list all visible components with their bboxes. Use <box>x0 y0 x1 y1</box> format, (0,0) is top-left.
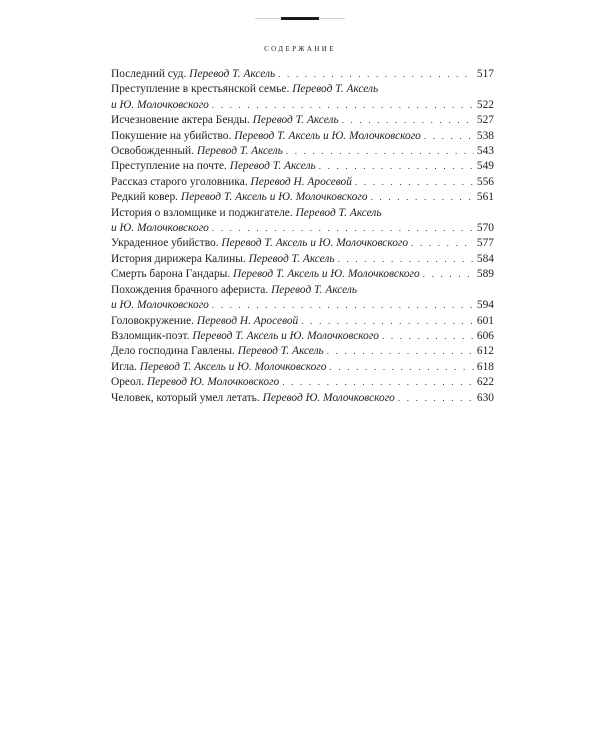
story-title: Ореол. <box>111 376 145 389</box>
story-title: Головокружение. <box>111 314 194 327</box>
translator-credit: Перевод Т. Аксель <box>237 345 324 358</box>
translator-credit: Перевод Т. Аксель и Ю. Молочковского <box>180 191 368 204</box>
story-title: Украденное убийство. <box>111 237 219 250</box>
story-title: Преступление в крестьянской семье. <box>111 83 290 96</box>
story-title: Рассказ старого уголовника. <box>111 175 248 188</box>
leader-dots <box>327 344 474 359</box>
toc-entry <box>111 159 494 174</box>
leader-dots <box>424 129 474 144</box>
page-number: 527 <box>476 114 494 127</box>
leader-dots <box>319 159 474 174</box>
toc-entry <box>111 82 494 113</box>
translator-credit: Перевод Т. Аксель <box>271 283 358 296</box>
toc-entry <box>111 113 494 128</box>
leader-dots <box>411 236 474 251</box>
leader-dots <box>282 375 474 390</box>
story-title: История о взломщике и поджигателе. <box>111 206 293 219</box>
toc-entry <box>111 175 494 190</box>
page-number: 630 <box>476 391 494 404</box>
story-title: Человек, который умел летать. <box>111 391 260 404</box>
leader-dots <box>382 329 474 344</box>
page-number: 612 <box>476 345 494 358</box>
leader-dots <box>338 252 474 267</box>
translator-credit-continued: и Ю. Молочковского <box>111 98 209 111</box>
toc-entry <box>111 391 494 406</box>
leader-dots <box>423 267 474 282</box>
translator-credit: Перевод Н. Аросевой <box>250 175 352 188</box>
leader-dots <box>355 175 474 190</box>
story-title: Преступление на почте. <box>111 160 227 173</box>
story-title: Редкий ковер. <box>111 191 179 204</box>
toc-entry <box>111 206 494 237</box>
toc-entry <box>111 375 494 390</box>
page-number: 606 <box>476 329 494 342</box>
toc-entry <box>111 314 494 329</box>
leader-dots <box>212 221 474 236</box>
leader-dots <box>398 391 474 406</box>
toc-entry <box>111 190 494 205</box>
leader-dots <box>301 314 474 329</box>
leader-dots <box>342 113 474 128</box>
page-number: 584 <box>476 252 494 265</box>
leader-dots <box>286 144 474 159</box>
translator-credit: Перевод Т. Аксель и Ю. Молочковского <box>192 329 379 342</box>
header-rule-mark <box>281 17 319 20</box>
translator-credit-continued: и Ю. Молочковского <box>111 299 209 312</box>
page-number: 517 <box>476 68 494 80</box>
story-title: Покушение на убийство. <box>111 129 232 142</box>
toc-entry <box>111 236 494 251</box>
page-number: 570 <box>476 222 494 235</box>
page-number: 618 <box>476 360 494 373</box>
translator-credit: Перевод Т. Аксель <box>229 160 316 173</box>
story-title: Дело господина Гавлены. <box>111 345 235 358</box>
toc-entry <box>111 144 494 159</box>
page-number: 589 <box>476 268 494 281</box>
translator-credit: Перевод Т. Аксель и Ю. Молочковского <box>139 360 327 373</box>
translator-credit: Перевод Т. Аксель <box>295 206 382 219</box>
story-title: Игла. <box>111 360 137 373</box>
page-number: 561 <box>476 191 494 204</box>
story-title: Похождения брачного афериста. <box>111 283 269 296</box>
running-header <box>0 38 600 56</box>
translator-credit: Перевод Т. Аксель <box>292 83 379 96</box>
translator-credit: Перевод Н. Аросевой <box>196 314 299 327</box>
translator-credit: Перевод Т. Аксель и Ю. Молочковского <box>234 129 421 142</box>
toc-entry <box>111 267 494 282</box>
translator-credit: Перевод Т. Аксель <box>252 114 339 127</box>
page-number: 522 <box>476 98 494 111</box>
translator-credit-continued: и Ю. Молочковского <box>111 222 209 235</box>
story-title: Исчезновение актера Бенды. <box>111 114 250 127</box>
story-title: Взломщик-поэт. <box>111 329 190 342</box>
page-header-title: содержание <box>264 43 336 54</box>
leader-dots <box>212 98 474 113</box>
toc-entry <box>111 344 494 359</box>
toc-entry <box>111 252 494 267</box>
leader-dots <box>212 298 474 313</box>
translator-credit: Перевод Т. Аксель <box>196 145 283 158</box>
translator-credit: Перевод Т. Аксель и Ю. Молочковского <box>233 268 420 281</box>
story-title: История дирижера Калины. <box>111 252 246 265</box>
toc-entry <box>111 67 494 82</box>
translator-credit: Перевод Т. Аксель <box>189 68 276 80</box>
story-title: Смерть барона Гандары. <box>111 268 231 281</box>
story-title: Освобожденный. <box>111 145 194 158</box>
page-number: 556 <box>476 175 494 188</box>
leader-dots <box>371 190 474 205</box>
page-number: 577 <box>476 237 494 250</box>
page-number: 543 <box>476 145 494 158</box>
page-number: 622 <box>476 376 494 389</box>
leader-dots <box>329 360 473 375</box>
toc-entry <box>111 360 494 375</box>
translator-credit: Перевод Т. Аксель и Ю. Молочковского <box>221 237 409 250</box>
page-number: 538 <box>476 129 494 142</box>
toc-entry <box>111 283 494 314</box>
leader-dots <box>278 67 474 82</box>
toc-entry <box>111 329 494 344</box>
translator-credit: Перевод Ю. Молочковского <box>262 391 395 404</box>
story-title: Последний суд. <box>111 68 187 80</box>
page-number: 601 <box>476 314 494 327</box>
page-number: 549 <box>476 160 494 173</box>
page-number: 594 <box>476 299 494 312</box>
translator-credit: Перевод Ю. Молочковского <box>146 376 280 389</box>
translator-credit: Перевод Т. Аксель <box>248 252 335 265</box>
toc-entry <box>111 129 494 144</box>
table-of-contents <box>111 67 494 406</box>
